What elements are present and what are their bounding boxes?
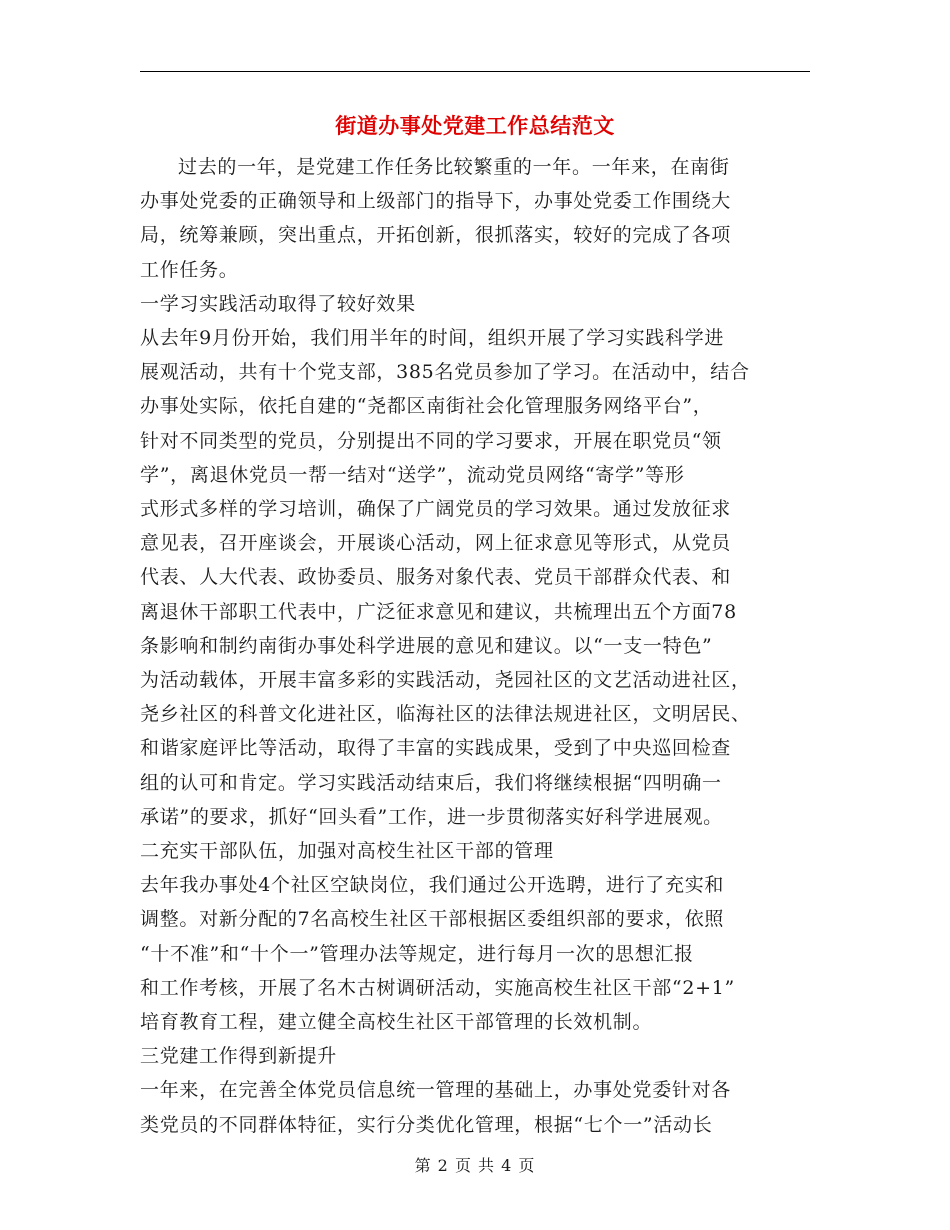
section-1-line: 离退休干部职工代表中，广泛征求意见和建议，共梳理出五个方面78: [140, 600, 737, 623]
intro-line-4: 工作任务。: [140, 258, 239, 281]
section-3-heading: 三党建工作得到新提升: [140, 1045, 338, 1068]
section-1-heading: 一学习实践活动取得了较好效果: [140, 292, 416, 315]
header-rule: [140, 71, 810, 72]
section-1-line: 学”，离退休党员一帮一结对“送学”，流动党员网络“寄学”等形: [140, 463, 685, 486]
section-1-line: 为活动载体，开展丰富多彩的实践活动，尧园社区的文艺活动进社区，: [140, 669, 751, 692]
section-2-line: 和工作考核，开展了名木古树调研活动，实施高校生社区干部“2+1”: [140, 976, 735, 999]
section-2-line: 调整。对新分配的7名高校生社区干部根据区委组织部的要求，依照: [140, 908, 725, 931]
section-1-line: 针对不同类型的党员，分别提出不同的学习要求，开展在职党员“领: [140, 429, 722, 452]
intro-line-3: 局，统筹兼顾，突出重点，开拓创新，很抓落实，较好的完成了各项: [140, 224, 732, 247]
section-1-line: 意见表，召开座谈会，开展谈心活动，网上征求意见等形式，从党员: [140, 532, 732, 555]
section-1-line: 承诺”的要求，抓好“回头看”工作，进一步贯彻落实好科学进展观。: [140, 805, 723, 828]
section-2-line: 培育教育工程，建立健全高校生社区干部管理的长效机制。: [140, 1011, 653, 1034]
section-1-paragraph: [140, 321, 810, 834]
section-1-line: 式形式多样的学习培训，确保了广阔党员的学习效果。通过发放征求: [140, 498, 732, 521]
intro-line-2: 办事处党委的正确领导和上级部门的指导下，办事处党委工作围绕大: [140, 190, 732, 213]
intro-paragraph: [140, 150, 810, 287]
section-1-line: 展观活动，共有十个党支部，385名党员参加了学习。在活动中，结合: [140, 361, 750, 384]
section-2-heading: 二充实干部队伍，加强对高校生社区干部的管理: [140, 840, 554, 863]
section-1-line: 代表、人大代表、政协委员、服务对象代表、党员干部群众代表、和: [140, 566, 732, 589]
section-1-line: 从去年9月份开始，我们用半年的时间，组织开展了学习实践科学进: [140, 327, 725, 350]
section-1-line: 尧乡社区的科普文化进社区，临海社区的法律法规进社区，文明居民、: [140, 703, 751, 726]
section-1-line: 办事处实际，依托自建的“尧都区南街社会化管理服务网络平台”，: [140, 395, 713, 418]
document-body: [140, 150, 810, 1142]
intro-line-1: 过去的一年，是党建工作任务比较繁重的一年。一年来，在南街: [178, 156, 730, 178]
section-3-line: 一年来，在完善全体党员信息统一管理的基础上，办事处党委针对各: [140, 1079, 732, 1102]
section-1-line: 组的认可和肯定。学习实践活动结束后，我们将继续根据“四明确一: [140, 771, 722, 794]
section-2-line: 去年我办事处4个社区空缺岗位，我们通过公开选聘，进行了充实和: [140, 874, 725, 897]
section-2-paragraph: [140, 868, 810, 1039]
page-number-footer: 第 2 页 共 4 页: [414, 1156, 536, 1175]
document-title: 街道办事处党建工作总结范文: [335, 113, 615, 138]
section-2-line: “十不准”和“十个一”管理办法等规定，进行每月一次的思想汇报: [140, 942, 694, 965]
section-1-line: 条影响和制约南街办事处科学进展的意见和建议。以“一支一特色”: [140, 634, 713, 657]
section-1-line: 和谐家庭评比等活动，取得了丰富的实践成果，受到了中央巡回检查: [140, 737, 732, 760]
section-3-paragraph: [140, 1073, 810, 1141]
section-3-line: 类党员的不同群体特征，实行分类优化管理，根据“七个一”活动长: [140, 1113, 713, 1136]
